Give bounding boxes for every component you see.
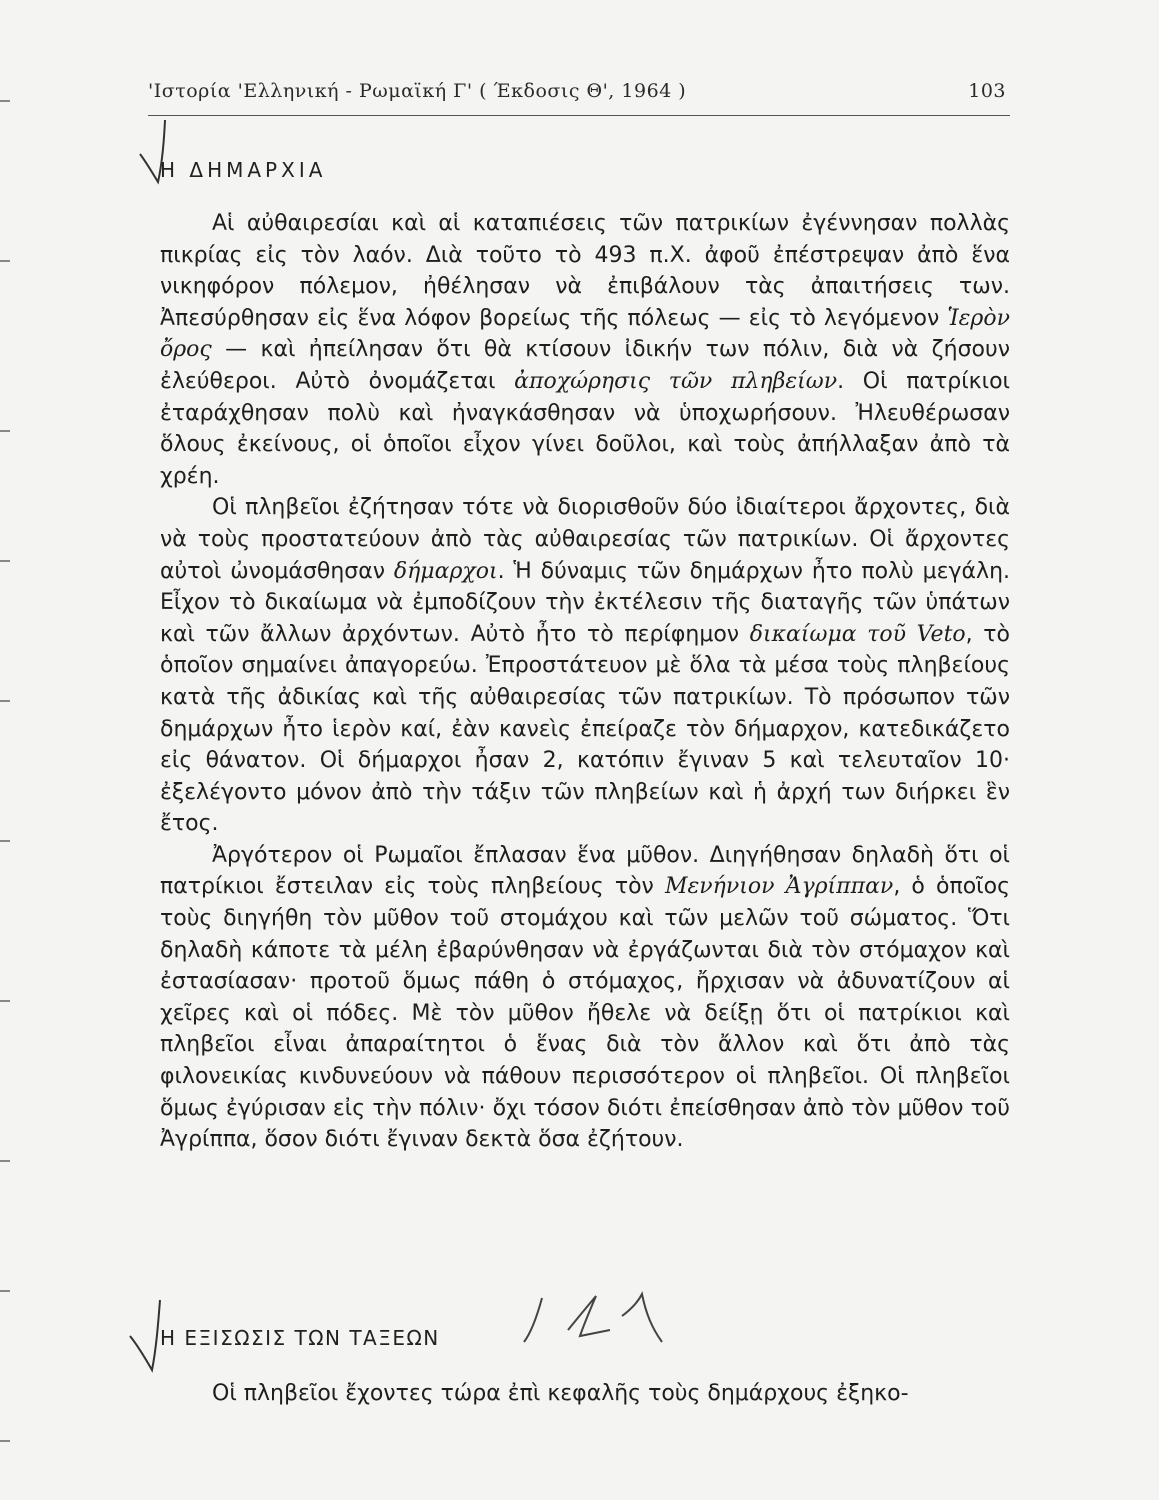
text-run: Οἱ πληβεῖοι ἐζήτησαν τότε νὰ διορισθοῦν δύο ἰδιαίτεροι ἄρχοντες, διὰ νὰ τοὺς προστατεύουν ἀπὸ τὰς αὐθαιρεσίας τῶν πατρικίων. Οἱ ἄρχοντες αὐτοὶ ὠνομάσθησαν: [160, 495, 1010, 584]
scan-edge-mark: [0, 1290, 10, 1292]
section-heading-dimarchia: Η ΔΗΜΑΡΧΙΑ: [160, 158, 327, 182]
text-run: Ἀργότερον οἱ Ρωμαῖοι ἔπλασαν ἕνα μῦθον. Διηγήθησαν δηλαδὴ ὅτι οἱ πατρίκιοι ἔστειλαν εἰς τοὺς πληβείους τὸν: [160, 842, 1010, 900]
scan-edge-mark: [0, 1440, 10, 1442]
scan-edge-mark: [0, 1160, 10, 1162]
scan-edge-mark: [0, 840, 10, 842]
section-body-exisosis: [160, 1378, 1010, 1410]
section-heading-exisosis: Η ΕΞΙΣΩΣΙΣ ΤΩΝ ΤΑΞΕΩΝ: [160, 1326, 440, 1350]
text-run: , τὸ ὁποῖον σημαίνει ἀπαγορεύω. Ἐπροστάτευον μὲ ὅλα τὰ μέσα τοὺς πληβείους κατὰ τῆς ἀδικίας καὶ τῆς αὐθαιρεσίας τῶν πατρικίων. Τὸ πρόσωπον τῶν δημάρχων ἦτο ἱερὸν καί, ἐὰν κανεὶς ἐπείραζε τὸν δήμαρχον, κατεδικάζετο εἰς θάνατον. Οἱ δήμαρχοι ἦσαν 2, κατόπιν ἔγιναν 5 καὶ τελευταῖον 10· ἐξελέγοντο μόνον ἀπὸ τὴν τάξιν τῶν πληβείων καὶ ἡ ἀρχή των διήρκει ἓν ἔτος.: [160, 621, 1011, 837]
page-header: [148, 80, 1010, 110]
scan-edge-mark: [0, 100, 10, 102]
section-body-dimarchia: [160, 208, 1010, 1156]
italic-term: ἀποχώρησις τῶν πληβείων: [514, 368, 838, 394]
paragraph: [160, 492, 1010, 840]
paragraph: [160, 208, 1010, 492]
scan-edge-mark: [0, 1000, 10, 1002]
italic-term: δήμαρχοι: [393, 558, 498, 584]
paragraph: [160, 840, 1010, 1156]
header-rule: [148, 115, 1010, 116]
paragraph: Οἱ πληβεῖοι ἔχοντες τώρα ἐπὶ κεφαλῆς τοὺς δημάρχους ἐξηκο-: [212, 1381, 909, 1406]
handwritten-scribble: [510, 1290, 670, 1360]
text-run: , ὁ ὁποῖος τοὺς διηγήθη τὸν μῦθον τοῦ στομάχου καὶ τῶν μελῶν τοῦ σώματος. Ὅτι δηλαδὴ κάποτε τὰ μέλη ἐβαρύνθησαν νὰ ἐργάζωνται διὰ τὸν στόμαχον καὶ ἐστασίασαν· προτοῦ ὅμως πάθη ὁ στόμαχος, ἤρχισαν νὰ ἀδυνατίζουν αἱ χεῖρες καὶ οἱ πόδες. Μὲ τὸν μῦθον ἤθελε νὰ δείξῃ ὅτι οἱ πατρίκιοι καὶ πληβεῖοι εἶναι ἀπαραίτητοι ὁ ἕνας διὰ τὸν ἄλλον καὶ ὅτι ἀπὸ τὰς φιλονεικίας κινδυνεύουν νὰ πάθουν περισσότερον οἱ πληβεῖοι. Οἱ πληβεῖοι ὅμως ἐγύρισαν εἰς τὴν πόλιν· ὄχι τόσον διότι ἐπείσθησαν ἀπὸ τὸν μῦθον τοῦ Ἀγρίππα, ὅσον διότι ἔγιναν δεκτὰ ὅσα ἐζήτουν.: [160, 874, 1010, 1153]
page-number: 103: [968, 80, 1006, 102]
italic-term: Ἱερὸν ὄρος: [160, 305, 1010, 363]
text-run: . Ἡ δύναμις τῶν δημάρχων ἦτο πολὺ μεγάλη. Εἶχον τὸ δικαίωμα νὰ ἐμποδίζουν τὴν ἐκτέλεσιν τῆς διαταγῆς τῶν ὑπάτων καὶ τῶν ἄλλων ἀρχόντων. Αὐτὸ ἦτο τὸ περίφημον: [160, 558, 1011, 647]
scan-edge-mark: [0, 700, 10, 702]
scan-edge-mark: [0, 560, 10, 562]
running-title: 'Ιστορία 'Ελληνική - Ρωμαϊκή Γ' ( Έκδοσις Θ', 1964 ): [148, 80, 687, 102]
italic-term: Μενήνιον Ἀγρίππαν: [664, 874, 894, 900]
scan-edge-mark: [0, 260, 10, 262]
text-run: — καὶ ἠπείλησαν ὅτι θὰ κτίσουν ἰδικήν των πόλιν, διὰ νὰ ζήσουν ἐλεύθεροι. Αὐτὸ ὀνομάζεται: [160, 337, 1010, 394]
text-run: . Οἱ πατρίκιοι ἐταράχθησαν πολὺ καὶ ἠναγκάσθησαν νὰ ὑποχωρήσουν. Ἠλευθέρωσαν ὅλους ἐκείνους, οἱ ὁποῖοι εἶχον γίνει δοῦλοι, καὶ τοὺς ἀπήλλαξαν ἀπὸ τὰ χρέη.: [160, 368, 1010, 489]
scan-edge-mark: [0, 430, 10, 432]
italic-term: δικαίωμα τοῦ Veto: [749, 621, 966, 647]
text-run: Αἱ αὐθαιρεσίαι καὶ αἱ καταπιέσεις τῶν πατρικίων ἐγέννησαν πολλὰς πικρίας εἰς τὸν λαόν. Διὰ τοῦτο τὸ 493 π.Χ. ἀφοῦ ἐπέστρεψαν ἀπὸ ἕνα νικηφόρον πόλεμον, ἠθέλησαν νὰ ἐπιβάλουν τὰς ἀπαιτήσεις των. Ἀπεσύρθησαν εἰς ἕνα λόφον βορείως τῆς πόλεως — εἰς τὸ λεγόμενον: [160, 211, 1010, 331]
